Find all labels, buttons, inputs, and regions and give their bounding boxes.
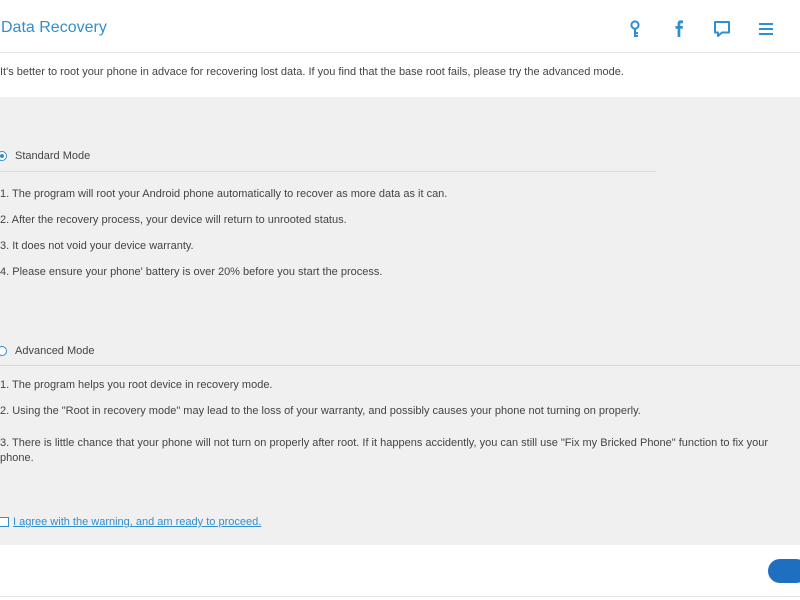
standard-mode-item: 3. It does not void your device warranty. (0, 240, 194, 252)
app-header (0, 0, 800, 53)
agree-link[interactable]: I agree with the warning, and am ready to proceed. (13, 516, 262, 528)
advanced-mode-item: 1. The program helps you root device in recovery mode. (0, 379, 273, 391)
standard-mode-divider (0, 171, 656, 172)
standard-mode-radio[interactable] (0, 151, 7, 161)
next-button[interactable] (768, 559, 800, 583)
standard-mode-option[interactable] (0, 150, 90, 162)
standard-mode-item: 2. After the recovery process, your device will return to unrooted status. (0, 214, 347, 226)
agree-option[interactable] (0, 516, 261, 528)
key-icon[interactable] (624, 18, 646, 40)
facebook-icon[interactable] (668, 18, 690, 40)
standard-mode-item: 4. Please ensure your phone' battery is over 20% before you start the process. (0, 266, 383, 278)
agree-checkbox[interactable] (0, 517, 9, 527)
standard-mode-item: 1. The program will root your Android phone automatically to recover as more data as it can. (0, 188, 448, 200)
footer-divider (0, 596, 800, 597)
menu-icon[interactable] (755, 18, 777, 40)
mode-panel (0, 97, 800, 545)
root-notice: It's better to root your phone in advace for recovering lost data. If you find that the base root fails, please try the advanced mode. (0, 66, 624, 78)
app-title: Data Recovery (1, 19, 107, 36)
advanced-mode-radio[interactable] (0, 346, 7, 356)
advanced-mode-label: Advanced Mode (15, 345, 95, 357)
advanced-mode-option[interactable] (0, 345, 95, 357)
standard-mode-label: Standard Mode (15, 150, 91, 162)
advanced-mode-item: 2. Using the "Root in recovery mode" may lead to the loss of your warranty, and possibly causes your phone not turning on properly. (0, 405, 641, 417)
feedback-icon[interactable] (711, 18, 733, 40)
advanced-mode-item: 3. There is little chance that your phone will not turn on properly after root. If it happens accidently, you can still use "Fix my Bricked Phone" function to fix your phone. (0, 437, 769, 464)
advanced-mode-divider (0, 365, 800, 366)
